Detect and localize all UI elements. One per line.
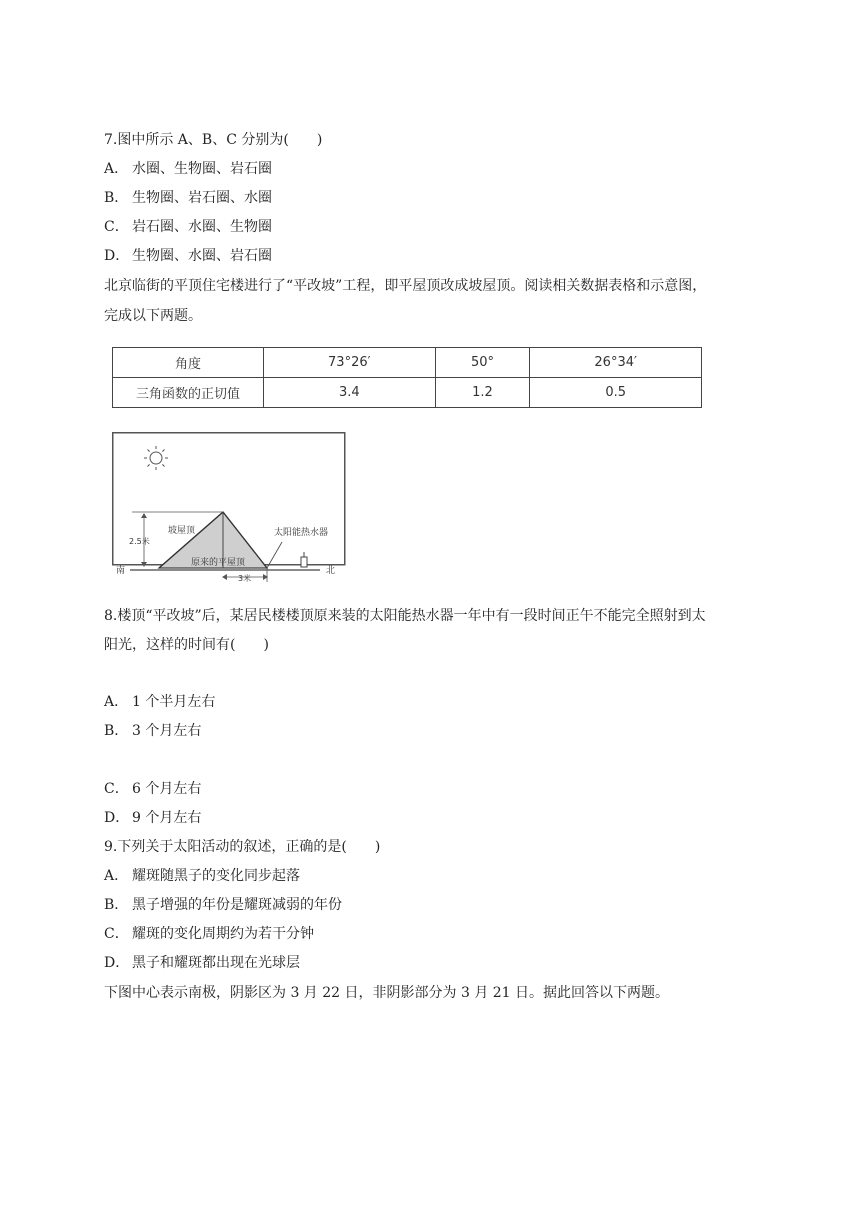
height-label: 2.5米 <box>129 537 150 546</box>
q9-option-b: B． 黑子增强的年份是耀斑减弱的年份 <box>104 897 342 913</box>
table-cell: 3.4 <box>264 378 436 408</box>
roof-label: 坡屋顶 <box>168 526 196 536</box>
table-cell: 73°26′ <box>264 348 436 378</box>
q8-option-b: B． 3 个月左右 <box>104 723 202 739</box>
q7-option-b: B． 生物圈、岩石圈、水圈 <box>104 190 272 206</box>
table-cell: 26°34′ <box>530 348 702 378</box>
q9-option-a: A． 耀斑随黑子的变化同步起落 <box>104 868 300 884</box>
q8-stem-line-1: 8.楼顶“平改坡”后，某居民楼楼顶原来装的太阳能热水器一年中有一段时间正午不能完全照射到太 <box>104 608 706 624</box>
flat-roof-label: 原来的平屋顶 <box>191 558 246 568</box>
intro-next: 下图中心表示南极，阴影区为 3 月 22 日，非阴影部分为 3 月 21 日。据此回答以下两题。 <box>104 985 670 1001</box>
q7-stem: 7.图中所示 A、B、C 分别为( ) <box>104 132 323 148</box>
q9-option-c: C． 耀斑的变化周期约为若干分钟 <box>104 926 314 942</box>
q7-option-c: C． 岩石圈、水圈、生物圈 <box>104 219 272 235</box>
tangent-table <box>112 347 702 408</box>
q7-option-d: D． 生物圈、水圈、岩石圈 <box>104 248 272 264</box>
q8-option-c: C． 6 个月左右 <box>104 781 202 797</box>
q8-stem-line-2: 阳光，这样的时间有( ) <box>104 637 269 653</box>
intro-line-2: 完成以下两题。 <box>104 308 202 324</box>
table-cell: 1.2 <box>435 378 530 408</box>
table-cell: 50° <box>435 348 530 378</box>
q8-option-a: A． 1 个半月左右 <box>104 694 216 710</box>
table-row <box>113 348 702 378</box>
heater-label: 太阳能热水器 <box>274 528 329 538</box>
q9-stem: 9.下列关于太阳活动的叙述，正确的是( ) <box>104 839 381 855</box>
table-cell: 角度 <box>113 348 264 378</box>
q8-option-d: D． 9 个月左右 <box>104 810 202 826</box>
q9-option-d: D． 黑子和耀斑都出现在光球层 <box>104 955 300 971</box>
table-row <box>113 378 702 408</box>
width-label: 3米 <box>238 574 252 583</box>
diagram-overlay <box>112 432 346 583</box>
q7-option-a: A． 水圈、生物圈、岩石圈 <box>104 161 272 177</box>
intro-line-1: 北京临街的平顶住宅楼进行了“平改坡”工程，即平屋顶改成坡屋顶。阅读相关数据表格和示意图， <box>104 278 707 294</box>
table-cell: 0.5 <box>530 378 702 408</box>
north-label: 北 <box>326 566 336 576</box>
table-cell: 三角函数的正切值 <box>113 378 264 408</box>
south-label: 南 <box>116 566 126 576</box>
